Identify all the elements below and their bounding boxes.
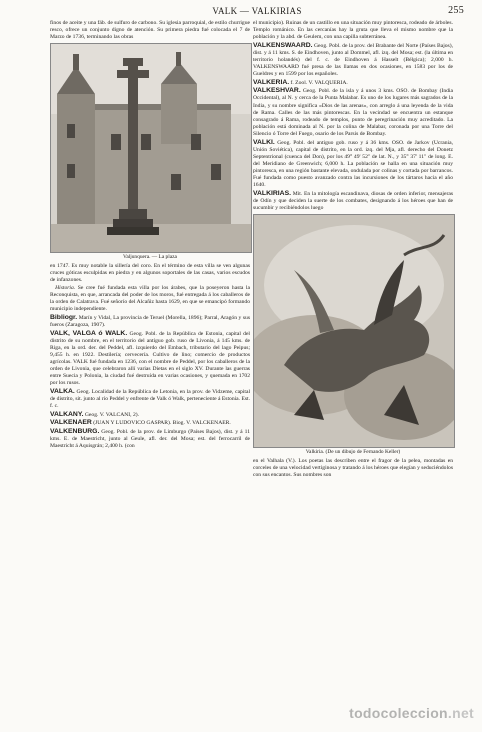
headword: VALKESHVAR.: [253, 87, 301, 95]
entry-continuation: finos de aceite y una fáb. de sulfuro de carbono. Su iglesia parroquial, de estilo churrigue resco, ofrece un conjunto digno de atención. Su primera piedra fué colocada el 7 de Marzo de 1736, terminando las obras: [50, 20, 250, 41]
entry-valkenswaard: VALKENSWAARD. Geog. Pobl. de la prov. del Brabante del Norte (Países Bajos), dist. y á 11 kms. S. de Eindhoven, junto al Dommel, afl. izq. del Mosa; est. (la última en territorio holandés) del f. c. de Eindhoven á Hasselt (Bélgica); 2,000 h. VALKENSWAARD fué presa de las llamas en dos ocasiones, en 1583 por los de Gueldres y en 1599 por los españoles.: [253, 41, 453, 78]
plaza-photo-illustration: [51, 44, 251, 252]
headword: VALKERIA.: [253, 78, 290, 86]
headword: VALKENSWAARD.: [253, 41, 313, 49]
valkiria-drawing: [253, 214, 455, 448]
entry-historia: Historia. Se cree fué fundada esta villa por los árabes, que la poseyeron hasta la Reconquista, en que, arrancada del poder de los moros, fué entregada á los caballeros de la orden de Calatrava. Fué señorío del Alcañiz hasta 1629, en que se emancipó formando municipio independiente.: [50, 285, 250, 313]
headword: VALKENAER: [50, 419, 92, 427]
page-header: [50, 4, 464, 18]
entry-valk: VALK, VALGA ó WALK. Geog. Pobl. de la República de Estonia, capital del distrito de su nombre, en el territorio del antiguo gob. ruso de Livonia, á 145 kms. de Riga, en la ord. der. del Peddel, afl. izquierdo del Embach, tributario del lago Peipus; 9,455 h. en 1922. Destilería; cervecería. Cultivo de lino; comercio de productos agrícolas. VALK fué fundada en 1236, con el nombre de Peddel, por los caballeros de la orden de Livonia, que celebraron allí varias Dietas en el siglo XV. Durante las guerras entre Suecia y Polonia, la ciudad fué destruída en varias ocasiones, y quemada en 1702 por los rusos.: [50, 329, 250, 387]
plaza-photo: [50, 43, 252, 253]
headword: Bibliogr.: [50, 313, 78, 321]
watermark: todocoleccion.net: [349, 705, 474, 721]
entry-valkirias: VALKIRIAS. Mit. En la mitología escandinava, diosas de orden inferior, mensajeras de Odín y que deciden la suerte de los combates, designando á los héroes que han de sucumbir y recibiéndolos luego: [253, 189, 453, 211]
figure-caption: Valjunquera. — La plaza: [123, 254, 177, 261]
entry-valka: VALKA. Geog. Localidad de la República de Letonia, en la prov. de Vidzeme, capital de distrito, sit. junto al río Peddel y enfrente de Valk ó Walk, perteneciente á Estonia. Est. f. c.: [50, 387, 250, 410]
historia-label: Historia.: [55, 285, 76, 292]
entry-continuation: el municipio). Ruinas de un castillo en una situación muy pintoresca, rodeado de árboles. Templo románico. En las cercanías hay la gruta que lleva el mismo nombre que la población y la abd. de Geulem, con una capilla subterránea.: [253, 20, 453, 41]
page-number: 255: [448, 5, 464, 16]
left-column: [50, 20, 250, 450]
entry-valkenaer: VALKENAER (JUAN Y LUDOVICO GASPAR). Biog. V. VALCKENAER.: [50, 419, 231, 427]
headword: VALKI.: [253, 138, 275, 146]
figure-valjunquera: [50, 43, 250, 261]
entry-valkany: VALKANY. Geog. V. VALCANI, 2).: [50, 410, 140, 418]
entry-bibliografia: Bibliogr. Marín y Vidal, La provincia de Teruel (Morella, 1896); Parral, Aragón y sus fueros (Zaragoza, 1907).: [50, 313, 250, 329]
right-column: [253, 20, 453, 479]
entry-continuation-2: en 1747. Es muy notable la sillería del coro. En el término de esta villa se ven algunas cruces góticas esculpidas en piedra y en algunos soportales de las casas, varios escudos de infanzones.: [50, 263, 250, 284]
figure-valkiria: [253, 214, 453, 456]
entry-valkenburg: VALKENBURG. Geog. Pobl. de la prov. de Limburgo (Países Bajos), dist. y á 11 kms. E. de Maestricht, junto al Geule, afl. der. del Mosa; est. del ferrocarril de Maestricht á Aquisgrán; 2,400 h. (con: [50, 427, 250, 450]
headword: VALKANY.: [50, 410, 84, 418]
entry-valki: VALKI. Geog. Pobl. del antiguo gob. ruso y á 36 kms. OSO. de Jarkov (Ucrania, Unión Soviética), capital de distrito, en la ord. izq. del Mja, afl. derecho del Donetz Septentrional (cuenca del Don), por los 49° 49' 52" de lat. N., y 35° 37' 11" de long. E. del Meridiano de Greenwich; 6,000 h. La población se halla en una situación muy pintoresca, en una región bastante elevada, ondulada por colinas y cortada por barrancos. Fué fundada como puesto avanzado contra las incursiones de los tártaros hacia el año 1640.: [253, 138, 453, 189]
headword: VALKA.: [50, 387, 75, 395]
headword: VALK, VALGA ó WALK.: [50, 329, 128, 337]
headword: VALKIRIAS.: [253, 189, 292, 197]
valkiria-illustration: [254, 215, 454, 447]
entry-valkeria: VALKERIA. f. Zool. V. VALQUERIA.: [253, 78, 348, 86]
entry-continuation-3: en el Valhala (V.). Los poetas las describen entre el fragor de la pelea, montadas en corceles de una velocidad vertiginosa y tratando á los héroes que elegían y seduciéndolos con sus encantos. Sus nombres son: [253, 457, 453, 479]
headword: VALKENBURG.: [50, 427, 100, 435]
entry-valkeshvar: VALKESHVAR. Geog. Pobl. de la isla y á unos 3 kms. OSO. de Bombay (India Occidental), al N. y cerca de la Punta Malabar. Es uno de los lugares más sagrados de la India, y su nombre significa «Dios de las arenas», con arreglo á una leyenda de la vida de Rama. Calles de las más pintorescas. En la vecindad se encuentra un estanque consagrado á Rama, rodeado de templos, punto de peregrinación muy acreditado. La población está dominada al N. por la colina de Malabar, coronada por una Torre del Silencio ó Torre del Fuego, osario de los Parsis de Bombay.: [253, 87, 453, 137]
figure-caption: Valkiria. (De un dibujo de Fernando Keller): [305, 448, 401, 455]
running-title: VALK — VALKIRIAS: [212, 6, 302, 16]
